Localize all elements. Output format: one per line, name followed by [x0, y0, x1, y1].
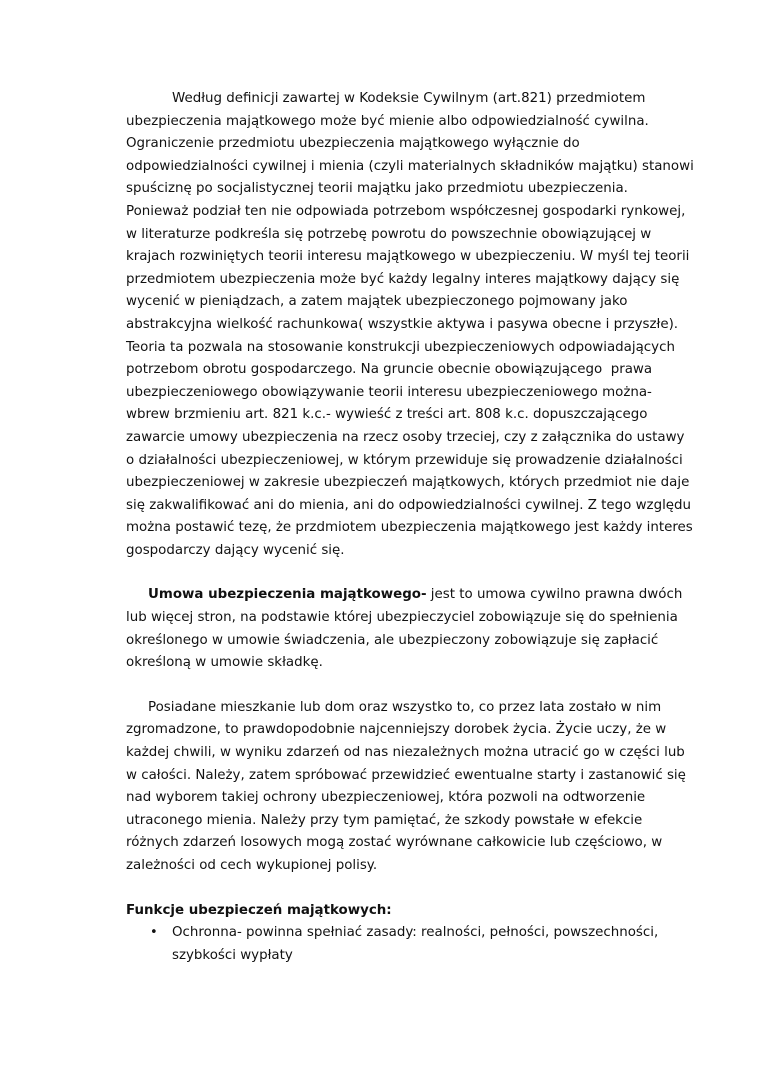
- text-line: [126, 584, 700, 607]
- text-line: ubezpieczeniowego obowiązywanie teorii interesu ubezpieczeniowego można-: [126, 384, 652, 400]
- text-line: zgromadzone, to prawdopodobnie najcenniejszy dorobek życia. Życie uczy, że w: [126, 722, 667, 738]
- text-line: nad wyborem takiej ochrony ubezpieczeniowej, która pozwoli na odtworzenie: [126, 790, 646, 806]
- paragraph-contract-definition: [126, 584, 700, 674]
- text-line: określoną w umowie składkę.: [126, 655, 323, 671]
- text-line: Ponieważ podział ten nie odpowiada potrzebom współczesnej gospodarki rynkowej,: [126, 203, 686, 219]
- text-line: zależności od cech wykupionej polisy.: [126, 858, 378, 873]
- list-item: [126, 922, 700, 967]
- definition-text: jest to umowa cywilno prawna dwóch: [426, 587, 683, 603]
- functions-section: [126, 900, 700, 968]
- paragraph-property: [126, 697, 700, 878]
- text-line: spuściznę po socjalistycznej teorii majątku jako przedmiotu ubezpieczenia.: [126, 181, 628, 197]
- text-line: Według definicji zawartej w Kodeksie Cywilnym (art.821) przedmiotem: [172, 91, 646, 106]
- paragraph-definition: [126, 88, 700, 562]
- text-line: potrzebom obrotu gospodarczego. Na gruncie obecnie obowiązującego prawa: [126, 362, 653, 378]
- text-line: różnych zdarzeń losowych mogą zostać wyrównane całkowicie lub częściowo, w: [126, 835, 663, 851]
- defined-term: Umowa ubezpieczenia majątkowego-: [148, 587, 427, 603]
- list-item-text: szybkości wypłaty: [172, 947, 293, 963]
- text-line: ubezpieczeniowej w zakresie ubezpieczeń majątkowych, których przedmiot nie daje: [126, 475, 690, 491]
- text-line: wbrew brzmieniu art. 821 k.c.- wywieść z treści art. 808 k.c. dopuszczającego: [126, 407, 648, 423]
- paragraph-gap: [126, 562, 700, 584]
- text-line: w całości. Należy, zatem spróbować przewidzieć ewentualne starty i zastanowić się: [126, 767, 686, 783]
- paragraph-gap: [126, 675, 700, 697]
- paragraph-gap: [126, 878, 700, 900]
- text-line: krajach rozwiniętych teorii interesu majątkowego w ubezpieczeniu. W myśl tej teorii: [126, 249, 690, 265]
- text-line: wycenić w pieniądzach, a zatem majątek ubezpieczonego pojmowany jako: [126, 294, 628, 310]
- text-line: przedmiotem ubezpieczenia może być każdy legalny interes majątkowy dający się: [126, 271, 680, 287]
- text-line: się zakwalifikować ani do mienia, ani do odpowiedzialności cywilnej. Z tego względu: [126, 497, 692, 513]
- text-line: można postawić tezę, że przdmiotem ubezpieczenia majątkowego jest każdy interes: [126, 520, 693, 536]
- text-line: utraconego mienia. Należy przy tym pamiętać, że szkody powstałe w efekcie: [126, 812, 643, 828]
- text-line: ubezpieczenia majątkowego może być mienie albo odpowiedzialność cywilna.: [126, 113, 649, 129]
- section-heading: Funkcje ubezpieczeń majątkowych:: [126, 902, 392, 918]
- text-line: zawarcie umowy ubezpieczenia na rzecz osoby trzeciej, czy z załącznika do ustawy: [126, 429, 685, 445]
- bullet-icon: •: [150, 925, 158, 941]
- text-line: odpowiedzialności cywilnej i mienia (czyli materialnych składników majątku) stanowi: [126, 158, 694, 174]
- text-line: Ograniczenie przedmiotu ubezpieczenia majątkowego wyłącznie do: [126, 136, 580, 152]
- text-line: określonego w umowie świadczenia, ale ubezpieczony zobowiązuje się zapłacić: [126, 632, 659, 648]
- text-line: abstrakcyjna wielkość rachunkowa( wszystkie aktywa i pasywa obecne i przyszłe).: [126, 316, 679, 332]
- list-item-text: Ochronna- powinna spełniać zasady: realności, pełności, powszechności,: [172, 925, 659, 941]
- text-line: lub więcej stron, na podstawie której ubezpieczyciel zobowiązuje się do spełnienia: [126, 610, 678, 626]
- text-line: każdej chwili, w wyniku zdarzeń od nas niezależnych można utracić go w części lub: [126, 745, 685, 761]
- text-line: Teoria ta pozwala na stosowanie konstrukcji ubezpieczeniowych odpowiadających: [126, 339, 675, 355]
- text-line: o działalności ubezpieczeniowej, w którym przewiduje się prowadzenie działalności: [126, 452, 683, 468]
- text-line: w literaturze podkreśla się potrzebę powrotu do powszechnie obowiązującej w: [126, 226, 652, 242]
- text-line: gospodarczy dający wycenić się.: [126, 542, 345, 558]
- text-line: Posiadane mieszkanie lub dom oraz wszystko to, co przez lata zostało w nim: [148, 699, 662, 715]
